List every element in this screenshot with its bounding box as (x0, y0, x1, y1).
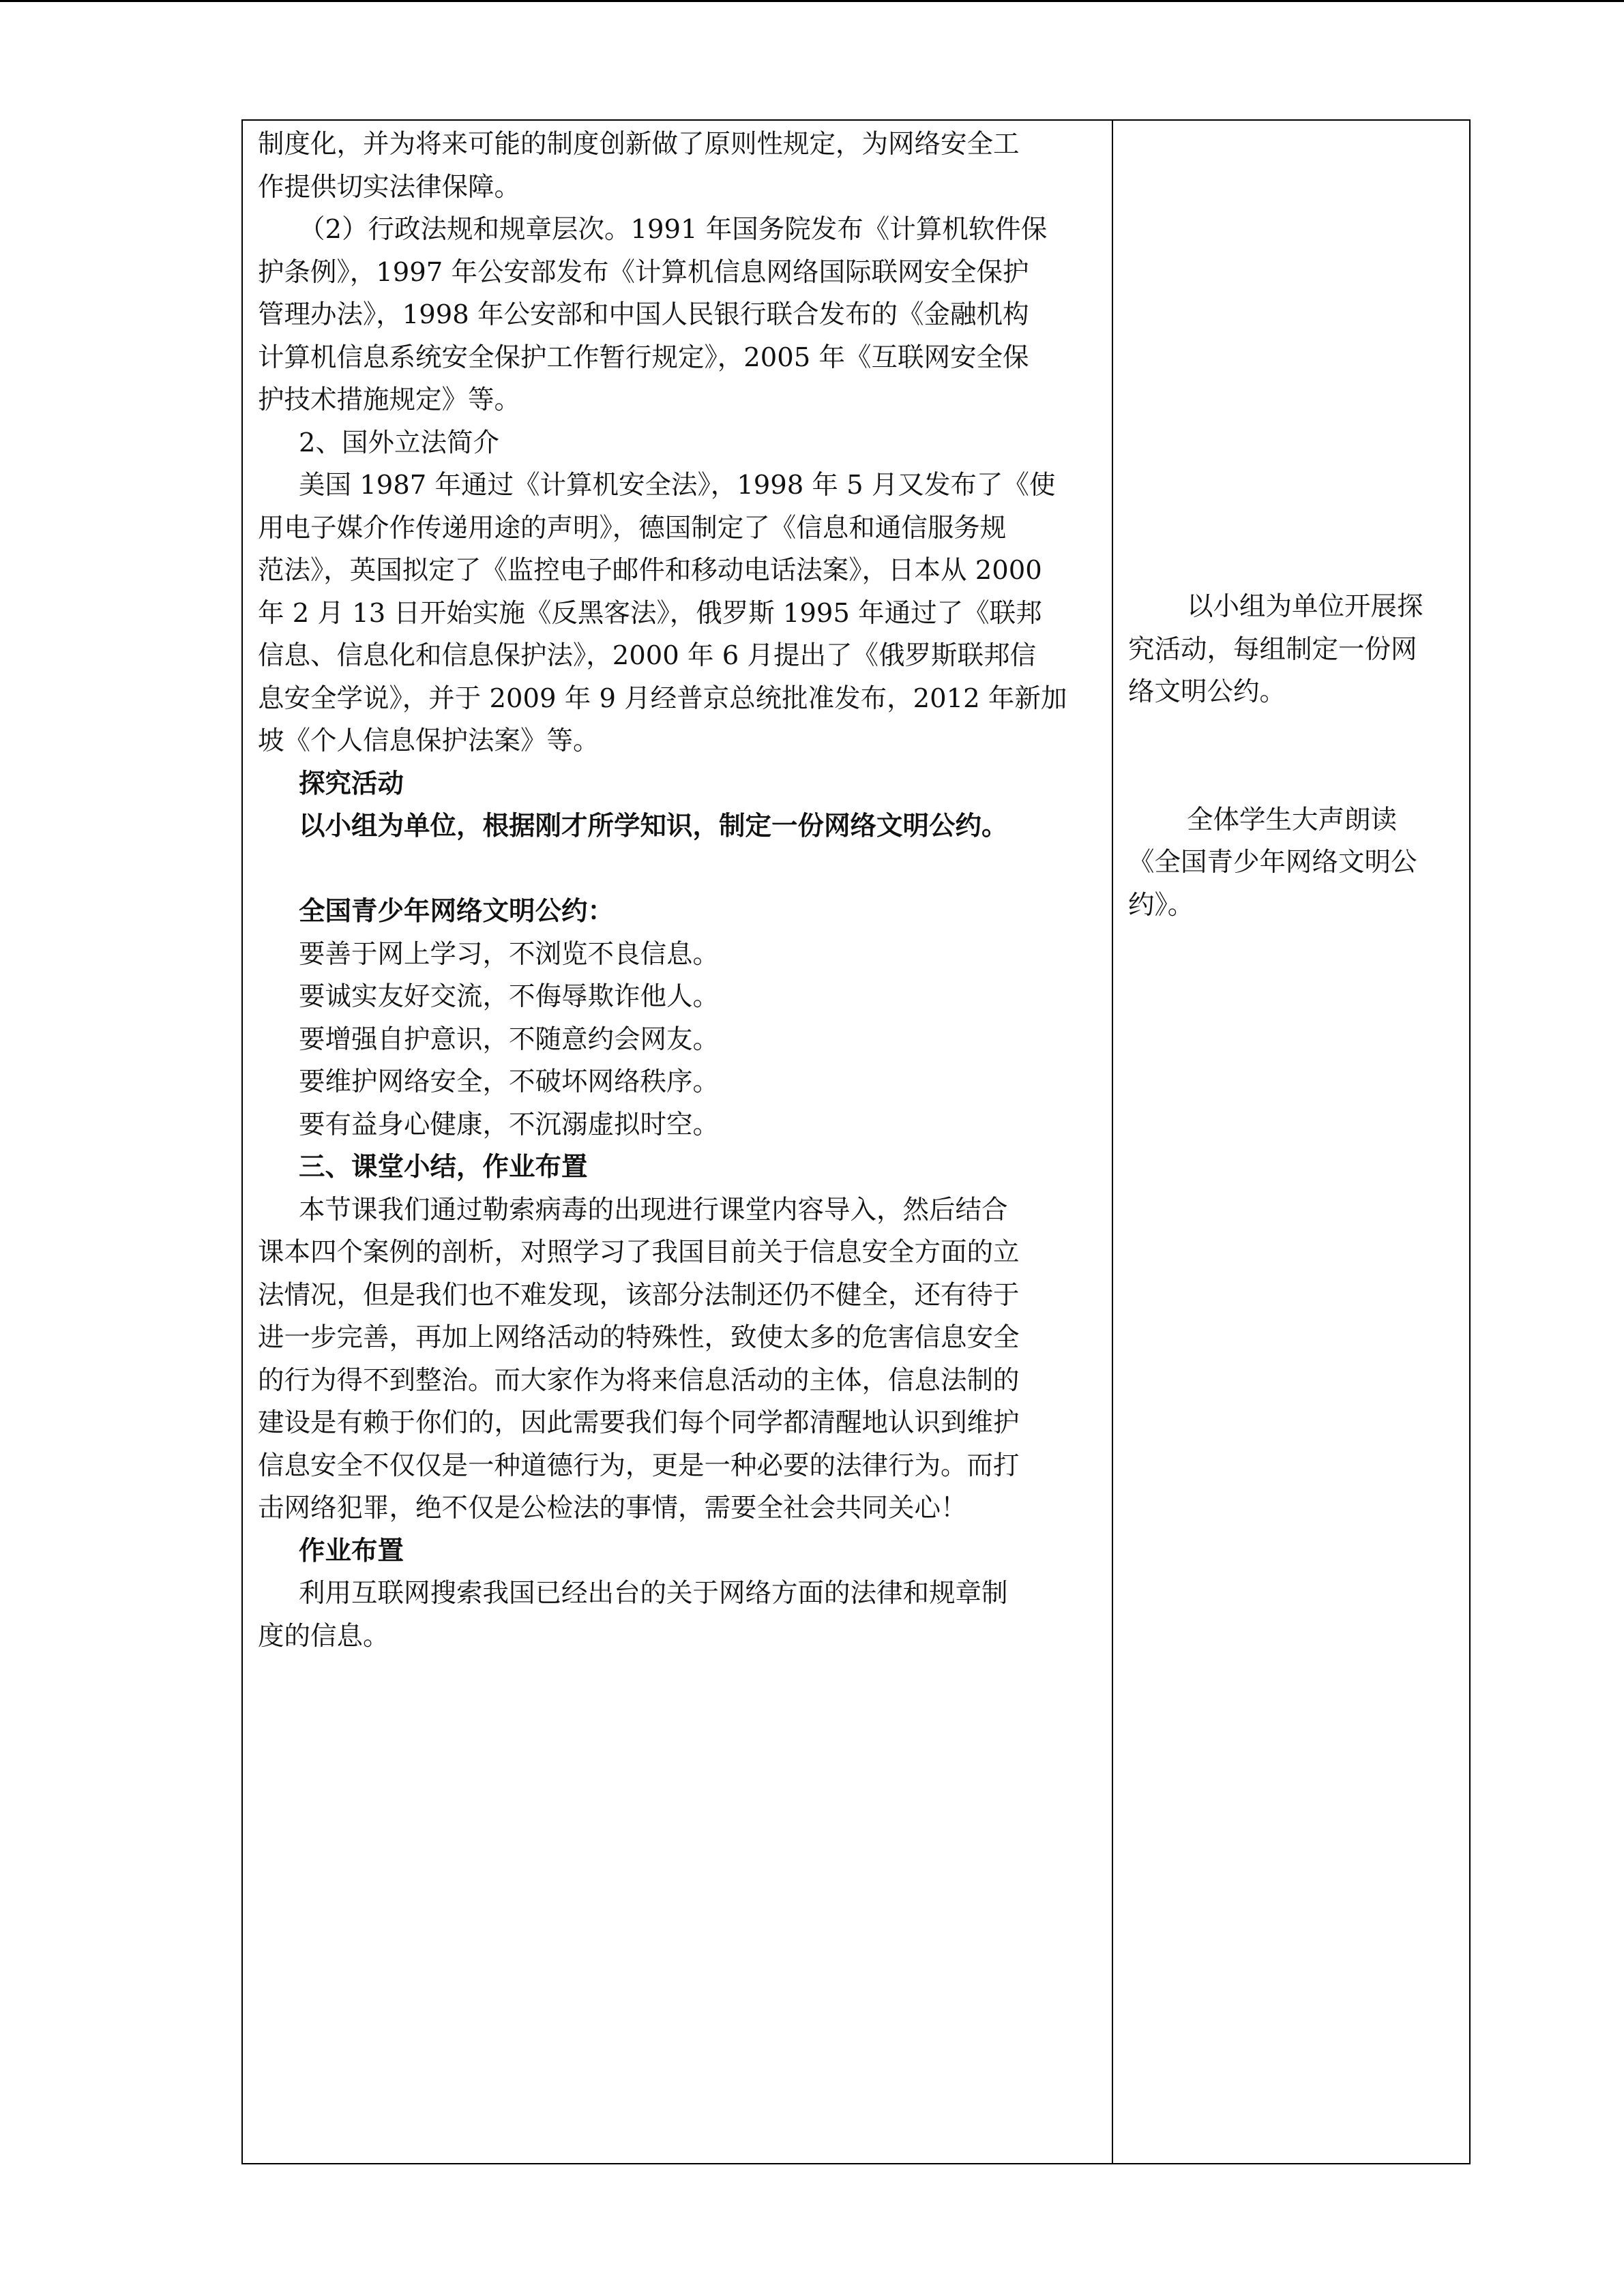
text-line: 护技术措施规定》等。 (258, 385, 521, 415)
text-line: 范法》，英国拟定了《监控电子邮件和移动电话法案》，日本从 2000 (258, 555, 1042, 586)
activity-instruction: 以小组为单位，根据刚才所学知识，制定一份网络文明公约。 (299, 811, 1008, 841)
text-line: 的行为得不到整治。而大家作为将来信息活动的主体，信息法制的 (258, 1365, 1020, 1396)
convention-item: 要有益身心健康，不沉溺虚拟时空。 (299, 1109, 720, 1140)
text-line: 制度化，并为将来可能的制度创新做了原则性规定，为网络安全工 (258, 129, 1020, 160)
text-line: 作提供切实法律保障。 (258, 171, 521, 203)
text-line: 息安全学说》，并于 2009 年 9 月经普京总统批准发布，2012 年新加 (258, 683, 1067, 714)
text-line: 法情况，但是我们也不难发现，该部分法制还仍不健全，还有待于 (258, 1279, 1020, 1311)
text-line: （2）行政法规和规章层次。1991 年国务院发布《计算机软件保 (299, 214, 1048, 245)
text-line: 利用互联网搜索我国已经出台的关于网络方面的法律和规章制 (299, 1578, 1008, 1609)
lesson-plan-table (241, 119, 1471, 2164)
summary-heading: 三、课堂小结，作业布置 (299, 1152, 588, 1182)
text-line: 建设是有赖于你们的，因此需要我们每个同学都清醒地认识到维护 (258, 1407, 1020, 1438)
section-heading: 2、国外立法简介 (299, 427, 499, 458)
side-text-line: 全体学生大声朗读 (1187, 804, 1398, 835)
top-border-line (0, 0, 1624, 2)
text-line: 年 2 月 13 日开始实施《反黑客法》，俄罗斯 1995 年通过了《联邦 (258, 597, 1042, 629)
text-line: 美国 1987 年通过《计算机安全法》，1998 年 5 月又发布了《使 (299, 470, 1056, 501)
side-text-line: 约》。 (1128, 889, 1194, 921)
text-line: 课本四个案例的剖析，对照学习了我国目前关于信息安全方面的立 (258, 1237, 1020, 1268)
convention-item: 要增强自护意识，不随意约会网友。 (299, 1024, 720, 1055)
convention-item: 要诚实友好交流，不侮辱欺诈他人。 (299, 981, 720, 1012)
text-line: 信息、信息化和信息保护法》，2000 年 6 月提出了《俄罗斯联邦信 (258, 640, 1036, 671)
side-text-line: 《全国青少年网络文明公 (1128, 847, 1417, 878)
convention-item: 要善于网上学习，不浏览不良信息。 (299, 938, 720, 970)
side-text-line: 以小组为单位开展探 (1187, 591, 1423, 622)
text-line: 进一步完善，再加上网络活动的特殊性，致使太多的危害信息安全 (258, 1322, 1020, 1353)
text-line: 管理办法》，1998 年公安部和中国人民银行联合发布的《金融机构 (258, 299, 1029, 330)
text-line: 用电子媒介作传递用途的声明》，德国制定了《信息和通信服务规 (258, 512, 1007, 543)
blank-line (258, 848, 1097, 891)
convention-item: 要维护网络安全，不破坏网络秩序。 (299, 1067, 720, 1097)
activity-heading: 探究活动 (299, 768, 404, 799)
text-line: 信息安全不仅仅是一种道德行为，更是一种必要的法律行为。而打 (258, 1450, 1020, 1481)
text-line: 击网络犯罪，绝不仅是公检法的事情，需要全社会共同关心！ (258, 1493, 967, 1523)
homework-heading: 作业布置 (299, 1535, 404, 1566)
student-activity-column (1113, 121, 1469, 2163)
spacer (1128, 121, 1447, 586)
convention-title: 全国青少年网络文明公约： (299, 896, 615, 927)
side-text-line: 络文明公约。 (1128, 676, 1286, 707)
text-line: 护条例》，1997 年公安部发布《计算机信息网络国际联网安全保护 (258, 256, 1029, 288)
text-line: 坡《个人信息保护法案》等。 (258, 726, 600, 756)
teaching-content-column (243, 121, 1113, 2163)
text-line: 计算机信息系统安全保护工作暂行规定》，2005 年《互联网安全保 (258, 342, 1029, 373)
text-line: 度的信息。 (258, 1620, 389, 1652)
side-text-line: 究活动，每组制定一份网 (1128, 633, 1417, 665)
spacer (1128, 714, 1447, 799)
text-line: 本节课我们通过勒索病毒的出现进行课堂内容导入，然后结合 (299, 1194, 1008, 1225)
